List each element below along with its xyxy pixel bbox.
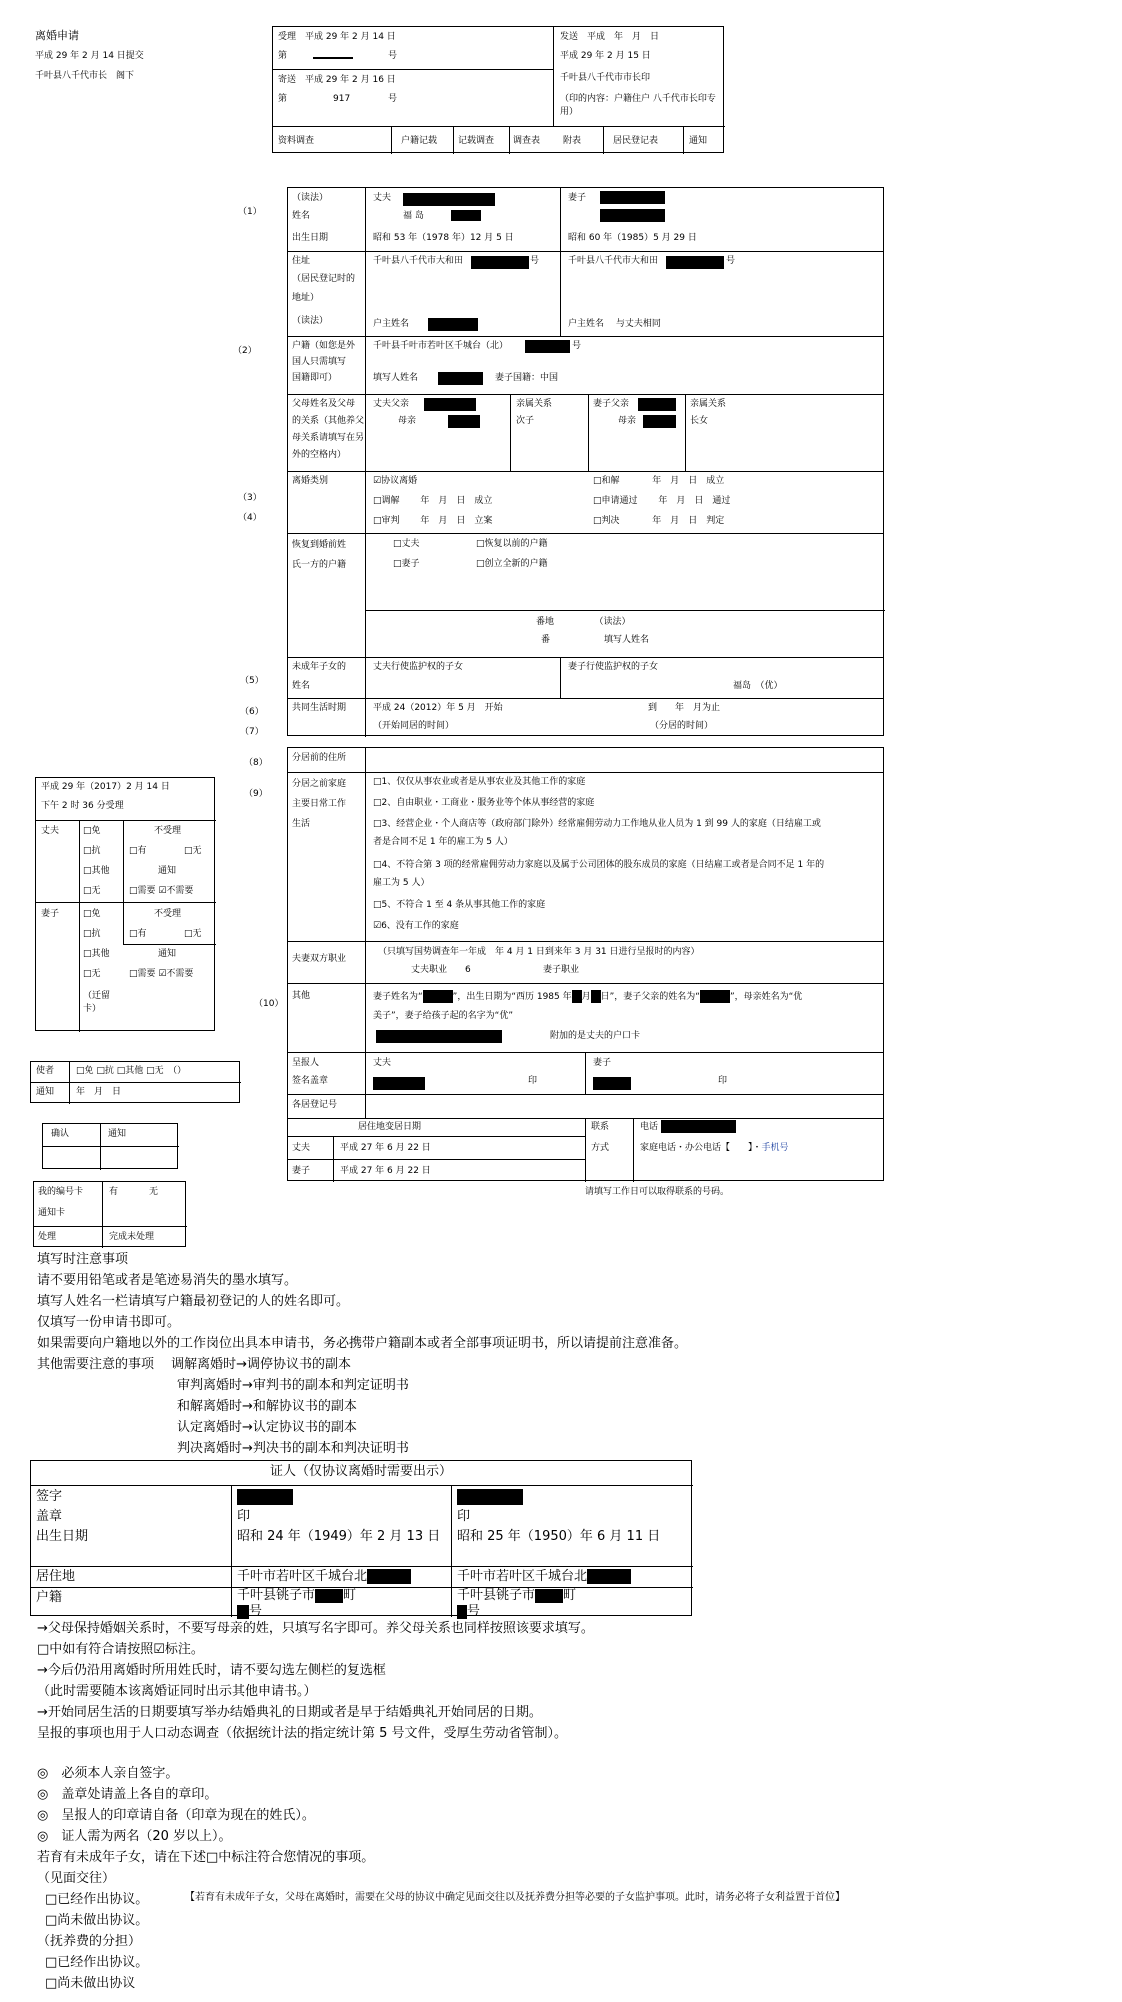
note-other: 和解离婚时→和解协议书的副本 xyxy=(177,1399,357,1414)
side-mynumber-box: 我的编号卡 有 无 通知卡 处理 完成未处理 xyxy=(33,1181,186,1247)
tail-line: →父母保持婚姻关系时，不要写母亲的姓，只填写名字即可。养父母关系也同样按照该要求填写。 xyxy=(37,1621,594,1636)
note-other: 审判离婚时→审判书的副本和判定证明书 xyxy=(177,1378,409,1393)
section-4: （4） xyxy=(238,513,262,523)
tail-visit-opt: □已经作出协议。 xyxy=(45,1892,149,1907)
tail-mark: ◎ 必须本人亲自签字。 xyxy=(37,1766,179,1781)
tail-support-opt: □尚未做出协议 xyxy=(45,1976,136,1991)
section-1: （1） xyxy=(238,207,262,217)
tail-mark: ◎ 证人需为两名（20 岁以上）。 xyxy=(37,1829,232,1844)
notes-title: 填写时注意事项 xyxy=(37,1252,129,1267)
contact-note: 请填写工作日可以取得联系的号码。 xyxy=(585,1187,730,1197)
tail-line: （此时需要随本该离婚证同时出示其他申请书。） xyxy=(37,1684,317,1699)
form-title: 离婚申请 xyxy=(35,29,79,42)
tail-mark: ◎ 呈报人的印章请自备（印章为现在的姓氏）。 xyxy=(37,1808,315,1823)
tail-line: →开始同居生活的日期要填写举办结婚典礼的日期或者是早于结婚典礼开始同居的日期。 xyxy=(37,1705,542,1720)
tail-mark: ◎ 盖章处请盖上各自的章印。 xyxy=(37,1787,218,1802)
main-form-upper: （读法） 姓名 出生日期 丈夫 福 岛 昭和 53 年（1978 年）12 月 5 日 妻子 昭和 60 年（1985）5 月 29 日 住址 （居民登记时的 地址） （读法） 千叶县八千代市大和田 号 千叶县八千代市大和田 号 户主姓名 户主姓名 与丈夫相同 户籍（如您是外 国人只需填写 国籍即可） 千叶县千叶市若叶区千城台（北） 号 填写人姓名 妻子国籍：中国 父母姓名及父母 的关系（其他养父 母关系请填写在另 外的空格内） 丈夫父亲 母亲 亲属关系 次子 妻子父亲 母亲 亲属关系 长女 离婚类别 ☑协议离婚 □调解 年 月 日 成立 □审判 年 月 日 立案 □和解 年 月 日 成立 □申请通过 年 月 日 通过 □判决 年 月 日 判定 恢复到婚前姓 氏一方的户籍 □丈夫 □恢复以前的户籍 □妻子 □创立全新的户籍 番地 （读法） 番 填写人姓名 未成年子女的 姓名 丈夫行使监护权的子女 妻子行使监护权的子女 福岛 （优） 共同生活时期 平成 24（2012）年 5 月 开始 到 年 月为止 （开始同居的时间） （分居的时间） xyxy=(287,187,884,736)
section-6: （6） xyxy=(240,707,264,717)
tail-minor: 若育有未成年子女，请在下述□中标注符合您情况的事项。 xyxy=(37,1850,375,1865)
section-2: （2） xyxy=(233,346,257,356)
section-5: （5） xyxy=(240,676,264,686)
office-use-box: 受理 平成 29 年 2 月 14 日 第 号 寄送 平成 29 年 2 月 16 日 第 917 号 发送 平成 年 月 日 平成 29 年 2 月 15 日 千叶县八千代市市长印 （印的内容：户籍住户 八千代市长印专用） 资料调查 户籍记载 记载调查 调查表 附表 居民登记表 通知 xyxy=(272,26,724,153)
section-9: （9） xyxy=(244,789,268,799)
addressee: 千叶县八千代市长 阁下 xyxy=(35,71,135,81)
note-other-head: 其他需要注意的事项 调解离婚时→调停协议书的副本 xyxy=(37,1357,352,1372)
note-other: 认定离婚时→认定协议书的副本 xyxy=(177,1420,357,1435)
tail-line: □中如有符合请按照☑标注。 xyxy=(37,1642,204,1657)
tail-support: （抚养费的分担） xyxy=(37,1934,142,1949)
section-7: （7） xyxy=(240,727,264,737)
note-other: 判决离婚时→判决书的副本和判决证明书 xyxy=(177,1441,409,1456)
main-form-lower: 分居前的住所 分居之前家庭 主要日常工作 生活 □1、仅仅从事农业或者是从事农业及其他工作的家庭 □2、自由职业・工商业・服务业等个体从事经营的家庭 □3、经营企业・个人商店等（政府部门除外）经常雇佣劳动力工作地从业人员为 1 到 99 人的家庭（日结雇工或 者是合同不足 1 年的雇工为 5 人） □4、不符合第 3 项的经常雇佣劳动力家庭以及属于公司团体的股东成员的家庭（日结雇工或者是合同不足 1 年的 雇工为 5 人） □5、不符合 1 至 4 条从事其他工作的家庭 ☑6、没有工作的家庭 夫妻双方职业 （只填写国势调查年一年成 年 4 月 1 日到来年 3 月 31 日进行呈报时的内容） 丈夫职业 6 妻子职业 其他 妻子姓名为“ ”，出生日期为“西历 1985 年 月 日”，妻子父亲的姓名为“ ”，母亲姓名为“优 美子”，妻子给孩子起的名字为“优” 附加的是丈夫的户口卡 呈报人 签名盖章 丈夫 印 妻子 印 各居登记号 居住地变居日期 丈夫 平成 27 年 6 月 22 日 妻子 平成 27 年 6 月 22 日 联系 方式 电话 家庭电话・办公电话【 】・手机号 xyxy=(287,747,884,1181)
note-line: 填写人姓名一栏请填写户籍最初登记的人的姓名即可。 xyxy=(37,1294,350,1309)
tail-support-opt: □已经作出协议。 xyxy=(45,1955,149,1970)
witness-table: 证人（仅协议离婚时需要出示） 签字 盖章 出生日期 居住地 户籍 印 印 昭和 24 年（1949）年 2 月 13 日 昭和 25 年（1950）年 6 月 11 日 千叶市若叶区千城台北 千叶市若叶区千城台北 千叶县铫子市 町 号 千叶县铫子市 町 号 xyxy=(30,1460,692,1616)
note-line: 仅填写一份申请书即可。 xyxy=(37,1315,181,1330)
side-receipt-box: 平成 29 年（2017）2 月 14 日 下午 2 时 36 分受理 丈夫 妻子 □免 不受理 □抗 □有 □无 □其他 通知 □无 □需要 ☑不需要 □免 不受理 □抗 □有 □无 □其他 通知 □无 □需要 ☑不需要 （迁留卡） xyxy=(35,777,215,1031)
note-line: 请不要用铅笔或者是笔迹易消失的墨水填写。 xyxy=(37,1273,298,1288)
side-confirm-box: 确认 通知 xyxy=(42,1123,178,1169)
section-10: （10） xyxy=(254,999,284,1009)
tail-line: →今后仍沿用离婚时所用姓氏时，请不要勾选左侧栏的复选框 xyxy=(37,1663,386,1678)
tail-bracket: 【若育有未成年子女，父母在离婚时，需要在父母的协议中确定见面交往以及抚养费分担等必要的子女监护事项。此时，请务必将子女利益置于首位】 xyxy=(185,1892,845,1903)
note-line: 如果需要向户籍地以外的工作岗位出具本申请书，务必携带户籍副本或者全部事项证明书，所以请提前注意准备。 xyxy=(37,1336,688,1351)
tail-line: 呈报的事项也用于人口动态调查（依据统计法的指定统计第 5 号文件，受厚生劳动省管制）。 xyxy=(37,1726,568,1741)
tail-visit-opt: □尚未做出协议。 xyxy=(45,1913,149,1928)
section-3: （3） xyxy=(238,493,262,503)
section-8: （8） xyxy=(244,758,268,768)
tail-visit: （见面交往） xyxy=(37,1871,116,1886)
witness-title: 证人（仅协议离婚时需要出示） xyxy=(269,1464,452,1479)
side-messenger-box: 使者 □免 □抗 □其他 □无 （） 通知 年 月 日 xyxy=(30,1061,240,1103)
submitted-date: 平成 29 年 2 月 14 日提交 xyxy=(35,51,144,61)
